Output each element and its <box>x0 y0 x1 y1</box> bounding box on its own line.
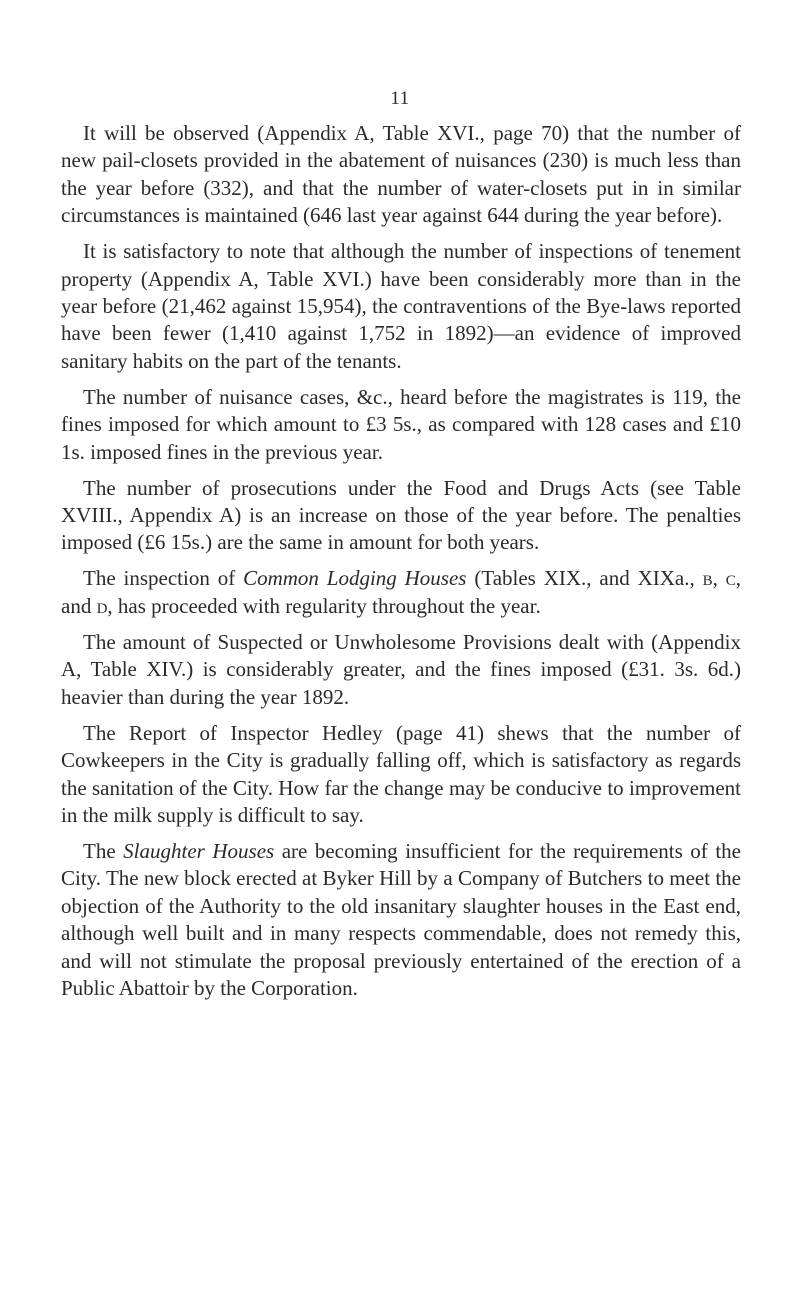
body-text <box>61 120 741 1011</box>
small-caps-letter: b <box>702 566 713 591</box>
paragraph-tenement-inspections <box>61 238 741 375</box>
paragraph-text: , and <box>61 566 742 618</box>
paragraph-text: (Tables XIX., and XIXa., <box>466 566 703 591</box>
paragraph-text: The Report of Inspector Hedley (page 41) shews that the number of Cowkeepers in the City is gradually falling off, which is satisfactory as regards the sanitation of the City. How far the change may be conducive to improvement in the milk supply is difficult to say. <box>61 720 741 827</box>
paragraph-text: The <box>83 838 124 863</box>
small-caps-letter: d <box>96 593 108 618</box>
paragraph-provisions <box>61 629 741 711</box>
paragraph-text: It will be observed (Appendix A, Table XVI., page 70) that the number of new pail-closets provided in the abatement of nuisances (230) is much less than the year before (332), and that the number of water-closets put in in similar circumstances is maintained (646 last year against 644 during the year before). <box>61 121 741 228</box>
paragraph-food-and-drugs <box>61 475 741 557</box>
page-number: 11 <box>390 88 410 109</box>
small-caps-letter: c <box>725 566 736 591</box>
paragraph-pail-closets <box>61 120 741 230</box>
paragraph-text: are becoming insufficient for the requirements of the City. The new block erected at Byker Hill by a Company of Butchers to meet the objection of the Authority to the old insanitary slaughter houses in the East end, although well built and in many respects commendable, does not remedy this, and will not stimulate the proposal previously entertained of the erection of a Public Abattoir by the Corporation. <box>61 838 741 1000</box>
italic-term: Common Lodging Houses <box>243 566 467 591</box>
paragraph-text: The inspection of <box>83 566 244 591</box>
paragraph-text: , <box>712 566 726 591</box>
paragraph-text: The number of prosecutions under the Food and Drugs Acts (see Table XVIII., Appendix A) is an increase on those of the year before. The penalties imposed (£6 15s.) are the same in amount for both years. <box>61 475 741 555</box>
paragraph-text: It is satisfactory to note that although the number of inspections of tenement property (Appendix A, Table XVI.) have been considerably more than in the year before (21,462 against 15,954), the contraventions of the Bye-laws reported have been fewer (1,410 against 1,752 in 1892)—an evidence of improved sanitary habits on the part of the tenants. <box>61 239 741 373</box>
paragraph-cowkeepers <box>61 720 741 830</box>
paragraph-text: The amount of Suspected or Unwholesome Provisions dealt with (Appendix A, Table XIV.) is considerably greater, and the fines imposed (£31. 3s. 6d.) heavier than during the year 1892. <box>61 629 741 709</box>
paragraph-text: , has proceeded with regularity throughout the year. <box>107 593 541 618</box>
paragraph-lodging-houses <box>61 565 741 620</box>
paragraph-text: The number of nuisance cases, &c., heard before the magistrates is 119, the fines imposed for which amount to £3 5s., as compared with 128 cases and £10 1s. imposed fines in the previous year. <box>61 384 741 464</box>
paragraph-slaughter-houses <box>61 838 741 1002</box>
paragraph-nuisance-cases <box>61 384 741 466</box>
italic-term: Slaughter Houses <box>123 838 275 863</box>
